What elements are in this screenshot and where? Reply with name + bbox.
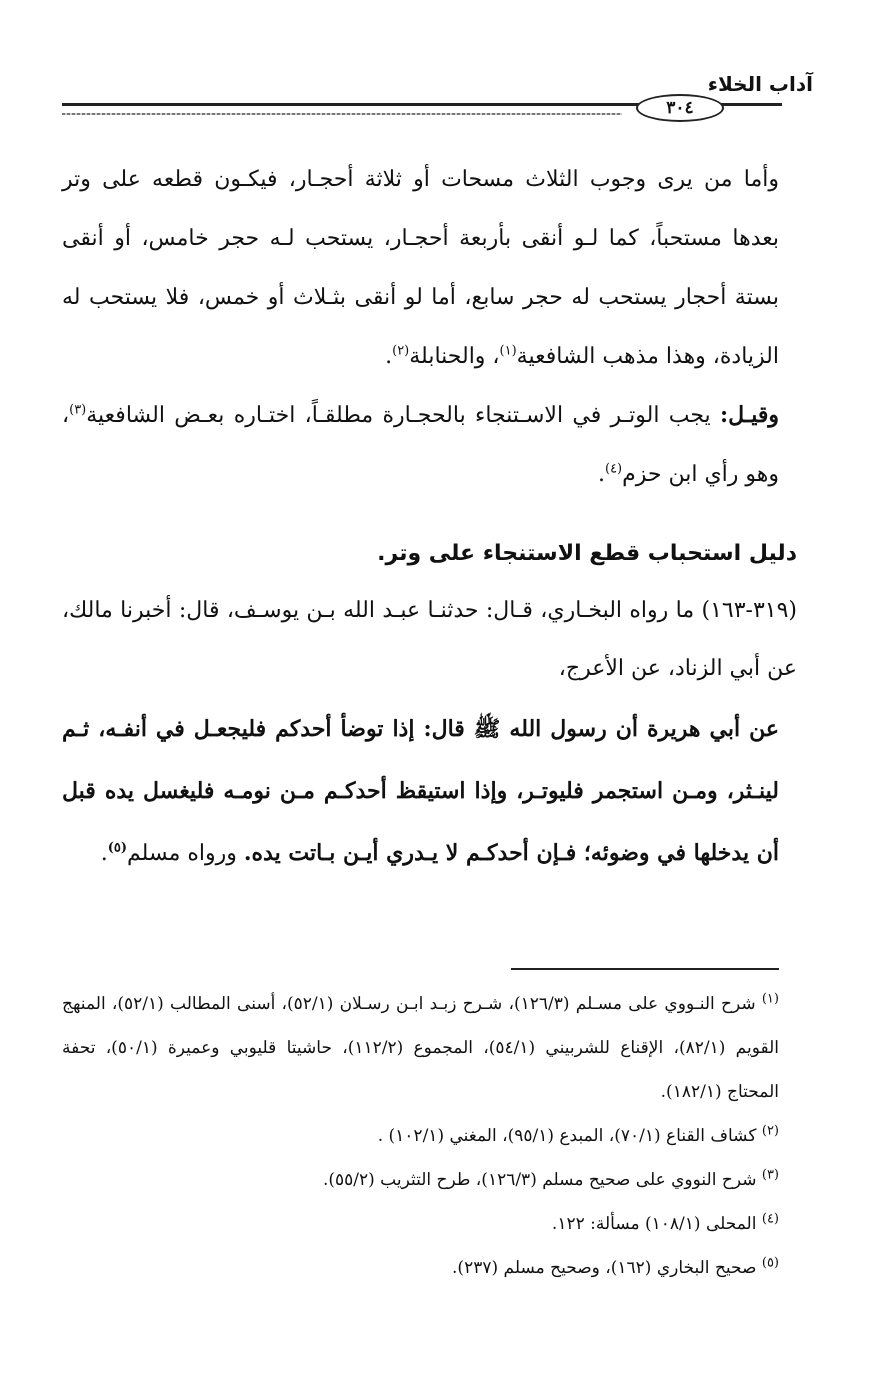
- footnotes: [62, 982, 779, 1290]
- footnote-ref-4[interactable]: (٤): [604, 461, 623, 477]
- isnad-paragraph: (٣١٩-١٦٣) ما رواه البخـاري، قـال: حدثنـا عبـد الله بـن يوسـف، قال: أخبرنا مالك، عن أبي الزناد، عن الأعرج،: [62, 598, 797, 681]
- footnote-5: $^{(٥)}$ صحيح البخاري (١٦٢)، وصحيح مسلم (٢٣٧).: [452, 1255, 779, 1278]
- footnote-ref-5[interactable]: (٥): [107, 840, 128, 856]
- main-text: [62, 150, 797, 885]
- page-number: ٣٠٤: [636, 94, 724, 122]
- paragraph-1: وأما من يرى وجوب الثلاث مسحات أو ثلاثة أحجـار، فيكـون قطعه على وتر بعدها مستحباً، كما لـو أنقى بأربعة أحجـار، يستحب لـه حجر خامس، أو أنقى بستة أحجار يستحب له حجر سابع، أما لو أنقى بثـلاث أو خمس، فلا يستحب له الزيادة، وهذا مذهب الشافعية$^{(١)}$، والحنابلة$^{(٢)}$.: [62, 167, 779, 369]
- paragraph-2: وقيـل: يجب الوتـر في الاسـتنجاء بالحجـارة مطلقـاً، اختـاره بعـض الشافعية$^{(٣)}$، وهو رأي ابن حزم$^{(٤)}$.: [62, 402, 779, 487]
- footnote-ref-3[interactable]: (٣): [69, 402, 87, 418]
- footnote-separator: [511, 968, 779, 970]
- hadith-text: عن أبي هريرة أن رسول الله ﷺ قال: إذا توضأ أحدكم فليجعـل في أنفـه، ثـم لينـثر، ومـن استجمر فليوتـر، وإذا استيقظ أحدكـم مـن نومـه فليغسل يده قبل أن يدخلها في وضوئه؛ فـإن أحدكـم لا يـدري أيـن بـاتت يده. ورواه مسلم$^{(٥)}$.: [62, 716, 779, 866]
- footnote-ref-2[interactable]: (٢): [392, 343, 410, 359]
- footnote-ref-1[interactable]: (١): [499, 343, 517, 359]
- footnote-1: $^{(١)}$ شرح النـووي على مسـلم (١٢٦/٣)، شـرح زبـد ابـن رسـلان (٥٢/١)، أسنى المطالب (٥٢/١)، المنهج القويم (٨٢/١)، الإقناع للشربيني (٥٤/١)، المجموع (١١٢/٢)، حاشيتا قليوبي وعميرة (٥٠/١)، تحفة المحتاج (١٨٢/١).: [62, 991, 779, 1102]
- section-heading: دليل استحباب قطع الاستنجاء على وتر.: [377, 541, 797, 566]
- footnote-2: $^{(٢)}$ كشاف القناع (٧٠/١)، المبدع (٩٥/١)، المغني (١٠٢/١) .: [377, 1123, 779, 1146]
- running-title: آداب الخلاء: [707, 72, 813, 96]
- header-rule-shadow: [62, 113, 622, 115]
- footnote-4: $^{(٤)}$ المحلى (١٠٨/١) مسألة: ١٢٢.: [551, 1211, 779, 1234]
- footnote-3: $^{(٣)}$ شرح النووي على صحيح مسلم (١٢٦/٣)، طرح التثريب (٥٥/٢).: [322, 1167, 779, 1190]
- qila-lead: وقيـل:: [719, 402, 779, 428]
